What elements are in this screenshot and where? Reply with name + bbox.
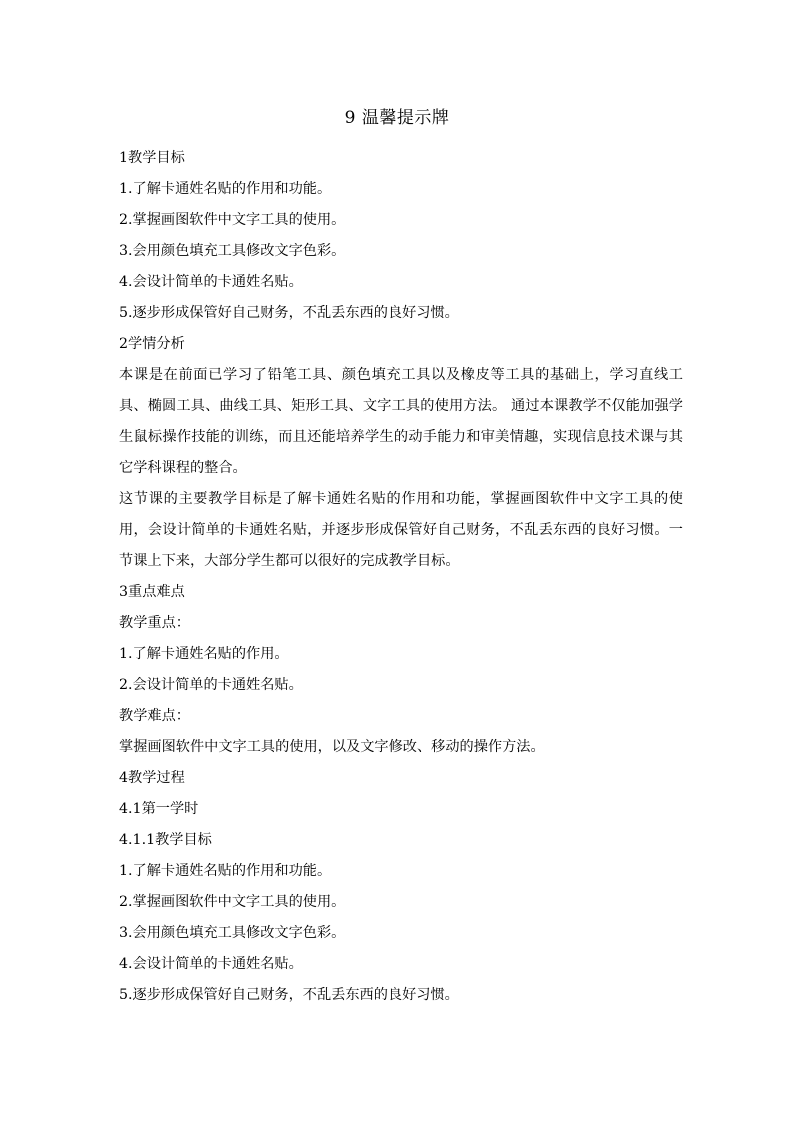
list-item: 1.了解卡通姓名贴的作用和功能。: [119, 863, 332, 879]
list-item: 3.会用颜色填充工具修改文字色彩。: [119, 925, 346, 941]
list-item: 2.掌握画图软件中文字工具的使用。: [119, 894, 346, 910]
section-heading-analysis: 2学情分析: [119, 336, 185, 352]
list-item: 3.会用颜色填充工具修改文字色彩。: [119, 243, 346, 259]
subsection-heading: 4.1第一学时: [119, 801, 199, 817]
difficulty-text: 掌握画图软件中文字工具的使用，以及文字修改、移动的操作方法。: [119, 739, 545, 755]
list-item: 5.逐步形成保管好自己财务，不乱丢东西的良好习惯。: [119, 305, 459, 321]
list-item: 4.会设计简单的卡通姓名贴。: [119, 274, 303, 290]
document-body: [119, 143, 683, 1011]
section-heading-process: 4教学过程: [119, 770, 185, 786]
difficulty-label: 教学难点：: [119, 708, 190, 724]
key-points-label: 教学重点：: [119, 615, 190, 631]
subsection-heading: 4.1.1教学目标: [119, 832, 212, 848]
list-item: 2.掌握画图软件中文字工具的使用。: [119, 212, 346, 228]
paragraph: 本课是在前面已学习了铅笔工具、颜色填充工具以及橡皮等工具的基础上，学习直线工具、椭圆工具、曲线工具、矩形工具、文字工具的使用方法。 通过本课教学不仅能加强学生鼠标操作技能的训练，而且还能培养学生的动手能力和审美情趣，实现信息技术课与其它学科课程的整合。: [119, 367, 683, 476]
list-item: 1.了解卡通姓名贴的作用。: [119, 646, 289, 662]
paragraph: 这节课的主要教学目标是了解卡通姓名贴的作用和功能，掌握画图软件中文字工具的使用，会设计简单的卡通姓名贴，并逐步形成保管好自己财务，不乱丢东西的良好习惯。一节课上下来，大部分学生都可以很好的完成教学目标。: [119, 491, 683, 569]
list-item: 4.会设计简单的卡通姓名贴。: [119, 956, 303, 972]
section-heading-key-points: 3重点难点: [119, 584, 185, 600]
list-item: 5.逐步形成保管好自己财务，不乱丢东西的良好习惯。: [119, 987, 459, 1003]
document-title: 9 温馨提示牌: [344, 108, 450, 128]
list-item: 2.会设计简单的卡通姓名贴。: [119, 677, 303, 693]
list-item: 1.了解卡通姓名贴的作用和功能。: [119, 181, 332, 197]
section-heading-objectives: 1教学目标: [119, 150, 185, 166]
